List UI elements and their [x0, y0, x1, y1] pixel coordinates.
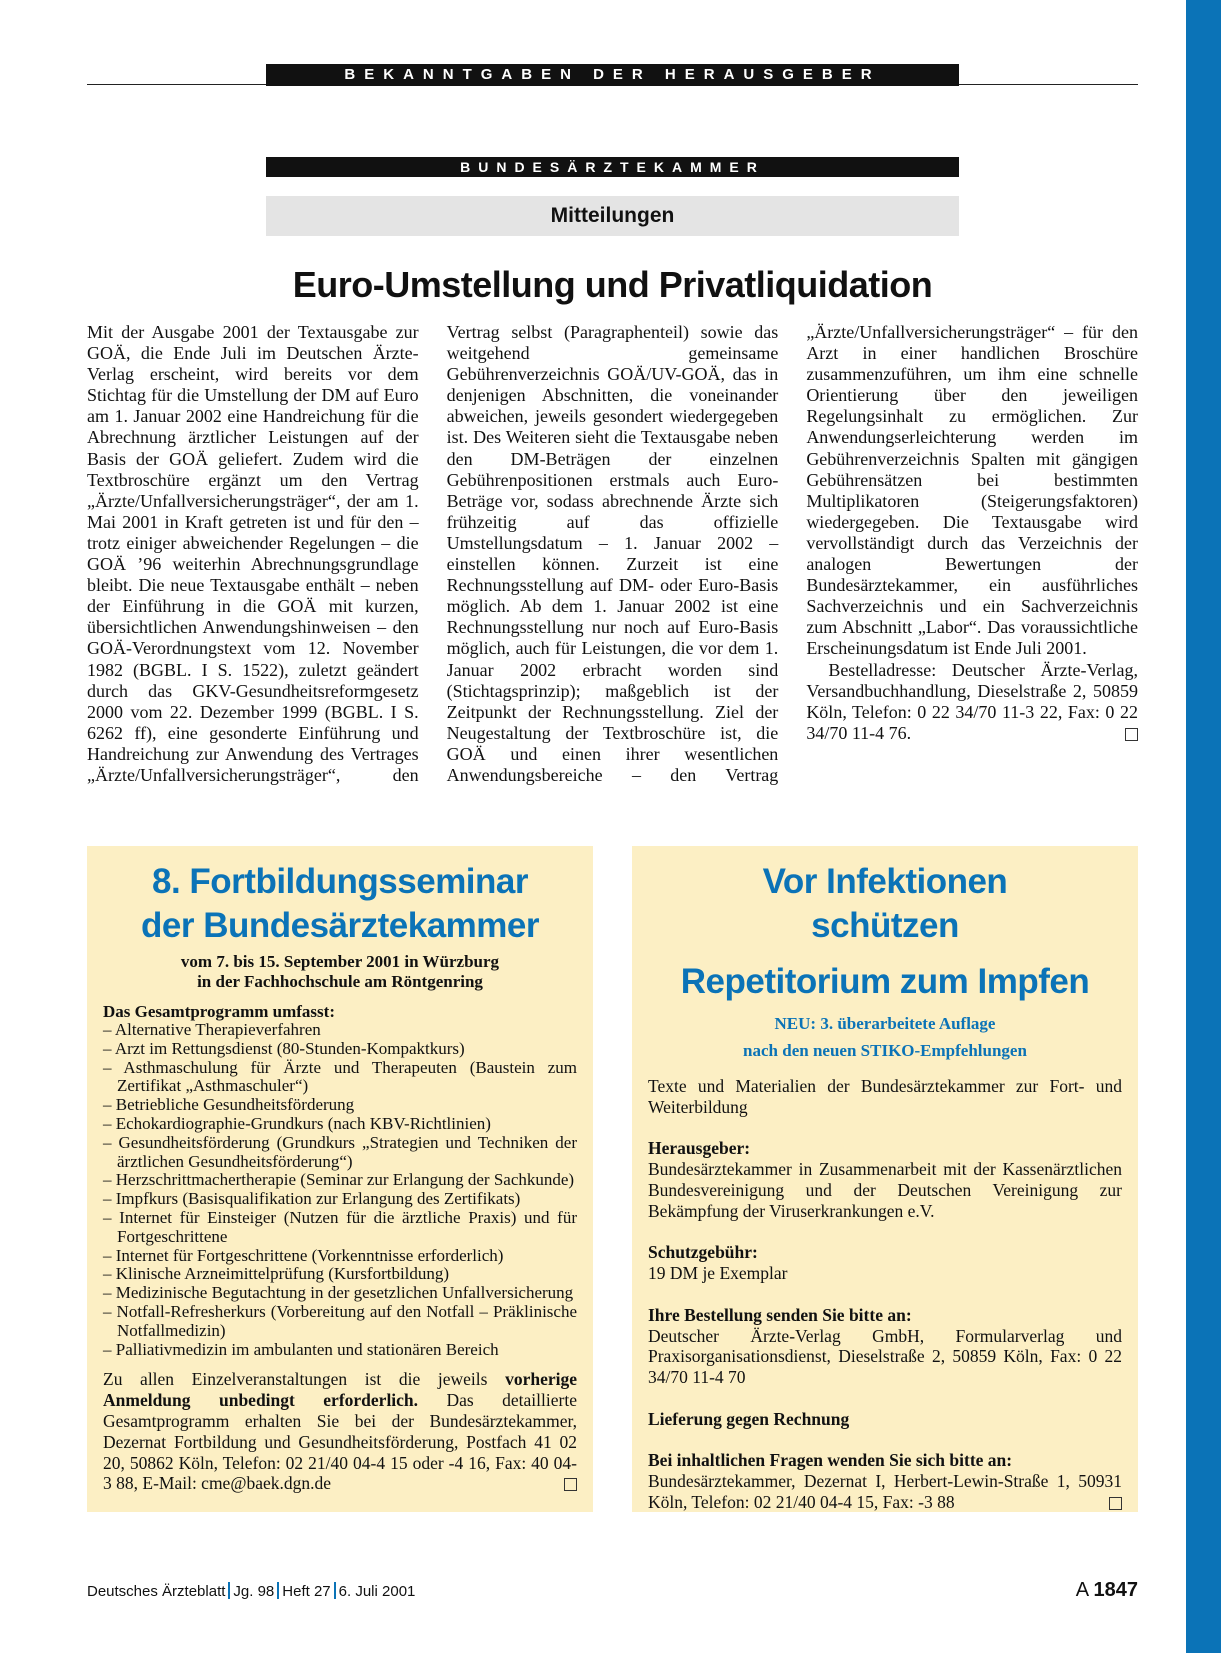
- order-label: Ihre Bestellung senden Sie bitte an:: [648, 1304, 912, 1325]
- journal-volume: Jg. 98: [233, 1583, 275, 1600]
- program-item: – Alternative Therapieverfahren: [103, 1021, 577, 1040]
- vaccine-title-line: schützen: [811, 906, 959, 945]
- order-text: Deutscher Ärzte-Verlag GmbH, Formularverlag und Praxisorganisationsdienst, Dieselstraße 2, 50859 Köln, Fax: 0 22 34/70 11-4 70: [648, 1325, 1122, 1388]
- section-label: BUNDESÄRZTEKAMMER: [266, 157, 959, 177]
- article-title: Euro-Umstellung und Privatliquidation: [292, 264, 933, 305]
- order-address: Bestelladresse: Deutscher Ärzte-Verlag, Versandbuchhandlung, Dieselstraße 2, 50859 Köln, Telefon: 0 22 34/70 11-3 22, Fax: 0 22 34/70 11-4 76.: [806, 659, 1138, 743]
- program-item: – Herzschrittmachertherapie (Seminar zur Erlangung der Sachkunde): [103, 1171, 577, 1190]
- program-item: – Palliativmedizin im ambulanten und stationären Bereich: [103, 1341, 577, 1360]
- delivery-label: Lieferung gegen Rechnung: [648, 1408, 850, 1429]
- vaccine-intro: Texte und Materialien der Bundesärztekammer zur Fort- und Weiterbildung: [648, 1076, 1122, 1117]
- program-item: – Medizinische Begutachtung in der gesetzlichen Unfallversicherung: [103, 1284, 577, 1303]
- questions-label: Bei inhaltlichen Fragen wenden Sie sich bitte an:: [648, 1450, 1013, 1471]
- edition-note: NEU: 3. überarbeitete Auflage: [774, 1014, 996, 1033]
- program-list: [103, 1021, 577, 1359]
- journal-name: Deutsches Ärzteblatt: [87, 1583, 226, 1600]
- article-body: [87, 322, 1138, 792]
- seminar-box: [87, 846, 593, 1512]
- program-item: – Arzt im Rettungsdienst (80-Stunden-Kompaktkurs): [103, 1040, 577, 1059]
- program-item: – Echokardiographie-Grundkurs (nach KBV-Richtlinien): [103, 1115, 577, 1134]
- note-suffix: Das detaillierte Gesamtprogramm erhalten Sie bei der Bundesärztekammer, Dezernat Fortbildung und Gesundheitsförderung, Postfach 41 02 20, 50862 Köln, Telefon: 02 21/40 04-4 15 oder -4 16, Fax: 40 04-3 88, E-Mail: cme@baek.dgn.de: [103, 1390, 577, 1494]
- journal-issue: Heft 27: [282, 1583, 331, 1600]
- program-item: – Klinische Arzneimittelprüfung (Kursfortbildung): [103, 1265, 577, 1284]
- publisher-text: Bundesärztekammer in Zusammenarbeit mit der Kassenärztlichen Bundesvereinigung und der Deutschen Vereinigung zur Bekämpfung der Viruserkrankungen e.V.: [648, 1159, 1122, 1221]
- subsection-label: Mitteilungen: [266, 196, 959, 236]
- seminar-title-line: 8. Fortbildungsseminar: [152, 862, 528, 901]
- note-emphasis: vorherige Anmeldung unbedingt erforderlich.: [103, 1369, 577, 1411]
- journal-date: 6. Juli 2001: [338, 1583, 416, 1600]
- vaccine-title: [648, 860, 1122, 948]
- footer-separator: [334, 1582, 336, 1599]
- fee-label: Schutzgebühr:: [648, 1242, 758, 1263]
- delivery-block: [648, 1409, 1122, 1430]
- page-number: [1076, 1578, 1138, 1602]
- questions-block: [648, 1450, 1122, 1512]
- footer-separator: [228, 1582, 230, 1599]
- footer-citation: [87, 1582, 415, 1602]
- order-block: [648, 1305, 1122, 1388]
- end-mark-icon: [564, 1478, 577, 1491]
- publisher-block: [648, 1138, 1122, 1221]
- fee-text: 19 DM je Exemplar: [648, 1263, 788, 1284]
- header-kicker: BEKANNTGABEN DER HERAUSGEBER: [266, 64, 959, 86]
- note-prefix: Zu allen Einzelveranstaltungen ist die jeweils: [103, 1369, 506, 1390]
- seminar-place: in der Fachhochschule am Röntgenring: [197, 972, 483, 991]
- program-item: – Notfall-Refresherkurs (Vorbereitung auf den Notfall – Präklinische Notfallmedizin): [103, 1303, 577, 1341]
- vaccine-product-title: Repetitorium zum Impfen: [680, 962, 1090, 1001]
- program-item: – Asthmaschulung für Ärzte und Therapeuten (Baustein zum Zertifikat „Asthmaschuler“): [103, 1059, 577, 1097]
- article-paragraph: Mit der Ausgabe 2001 der Textausgabe zur GOÄ, die Ende Juli im Deutschen Ärzte-Verlag erscheint, wird bereits vor dem Stichtag für die Umstellung der DM auf Euro am 1. Januar 2002 eine Handreichung für die Abrechnung ärztlicher Leistungen auf der Basis der GOÄ geliefert. Zudem wird die Textbroschüre ergänzt um den Vertrag „Ärzte/Unfallversicherungsträger“, der am 1. Mai 2001 in Kraft getreten ist und für den – trotz einiger abweichender Regelungen – die GOÄ ’96 weiterhin Abrechnungsgrundlage bleibt. Die neue Textausgabe enthält – neben der Einführung in die GOÄ mit kurzen, übersichtlichen Anwendungshinweisen – den GOÄ-Verordnungstext vom 12. November 1982 (BGBL. I S. 1522), zuletzt geändert durch das GKV-Gesundheitsreformgesetz 2000 vom 22. Dezember 1999 (BGBL. I S. 6262 ff), eine gesonderte Einführung und Handreichung zur Anwendung des Vertrages „Ärzte/Unfallversicherungsträger“, den Vertrag selbst (Paragraphenteil) sowie das weitgehend gemeinsame Gebührenverzeichnis GOÄ/UV-GOÄ, das in denjenigen Abschnitten, die voneinander abweichen, jeweils gesondert wiedergegeben ist. Des Weiteren sieht die Textausgabe neben den DM-Beträgen der einzelnen Gebührenpositionen erstmals auch Euro-Beträge vor, sodass abrechnende Ärzte sich frühzeitig auf das offizielle Umstellungsdatum – 1. Januar 2002 – einstellen können. Zurzeit ist eine Rechnungsstellung auf DM- oder Euro-Basis möglich. Ab dem 1. Januar 2002 ist eine Rechnungsstellung nur noch auf Euro-Basis möglich, auch für Leistungen, die vor dem 1. Januar 2002 erbracht worden sind (Stichtagsprinzip); maßgeblich ist der Zeitpunkt der Rechnungsstellung. Ziel der Neugestaltung der Textbroschüre ist, die GOÄ und einen ihrer wesentlichen Anwendungsbereiche – den Vertrag „Ärzte/Unfallversicherungsträger“ – für den Arzt in einer handlichen Broschüre zusammenzuführen, um ihm eine schnelle Orientierung über den jeweiligen Regelungsinhalt zu ermöglichen. Zur Anwendungserleichterung werden im Gebührenverzeichnis Spalten mit gängigen Gebührensätzen bei bestimmten Multiplikatoren (Steigerungsfaktoren) wiedergegeben. Die Textausgabe wird vervollständigt durch das Verzeichnis der analogen Bewertungen der Bundesärztekammer, ein ausführliches Sachverzeichnis und ein Sachverzeichnis zum Abschnitt „Labor“. Das voraussichtliche Erscheinungsdatum ist Ende Juli 2001.: [87, 322, 1138, 785]
- publisher-label: Herausgeber:: [648, 1138, 751, 1159]
- seminar-title-line: der Bundesärztekammer: [141, 906, 539, 945]
- program-item: – Internet für Einsteiger (Nutzen für die ärztliche Praxis) und für Fortgeschrittene: [103, 1209, 577, 1247]
- page-prefix: A: [1075, 1579, 1088, 1601]
- program-item: – Betriebliche Gesundheitsförderung: [103, 1096, 577, 1115]
- page-number-value: 1847: [1093, 1579, 1138, 1601]
- end-mark-icon: [1125, 728, 1138, 741]
- program-item: – Internet für Fortgeschrittene (Vorkenntnisse erforderlich): [103, 1247, 577, 1266]
- vaccine-title-line: Vor Infektionen: [762, 862, 1008, 901]
- seminar-date: vom 7. bis 15. September 2001 in Würzburg: [180, 952, 500, 971]
- seminar-title: [103, 860, 577, 948]
- registration-note: [103, 1369, 577, 1494]
- end-mark-icon: [1109, 1497, 1122, 1510]
- footer-separator: [277, 1582, 279, 1599]
- vaccine-box: [632, 846, 1138, 1512]
- stiko-note: nach den neuen STIKO-Empfehlungen: [743, 1041, 1027, 1060]
- program-heading: Das Gesamtprogramm umfasst:: [103, 1002, 335, 1021]
- article-paragraph: [806, 660, 1138, 744]
- fee-block: [648, 1242, 1122, 1284]
- program-item: – Gesundheitsförderung (Grundkurs „Strategien und Techniken der ärztlichen Gesundheitsförderung“): [103, 1134, 577, 1172]
- vaccine-info: [648, 1076, 1122, 1513]
- program-item: – Impfkurs (Basisqualifikation zur Erlangung des Zertifikats): [103, 1190, 577, 1209]
- questions-text: Bundesärztekammer, Dezernat I, Herbert-Lewin-Straße 1, 50931 Köln, Telefon: 02 21/40 04-4 15, Fax: -3 88: [648, 1471, 1122, 1512]
- sidebar-color-stripe: [1186, 0, 1221, 1653]
